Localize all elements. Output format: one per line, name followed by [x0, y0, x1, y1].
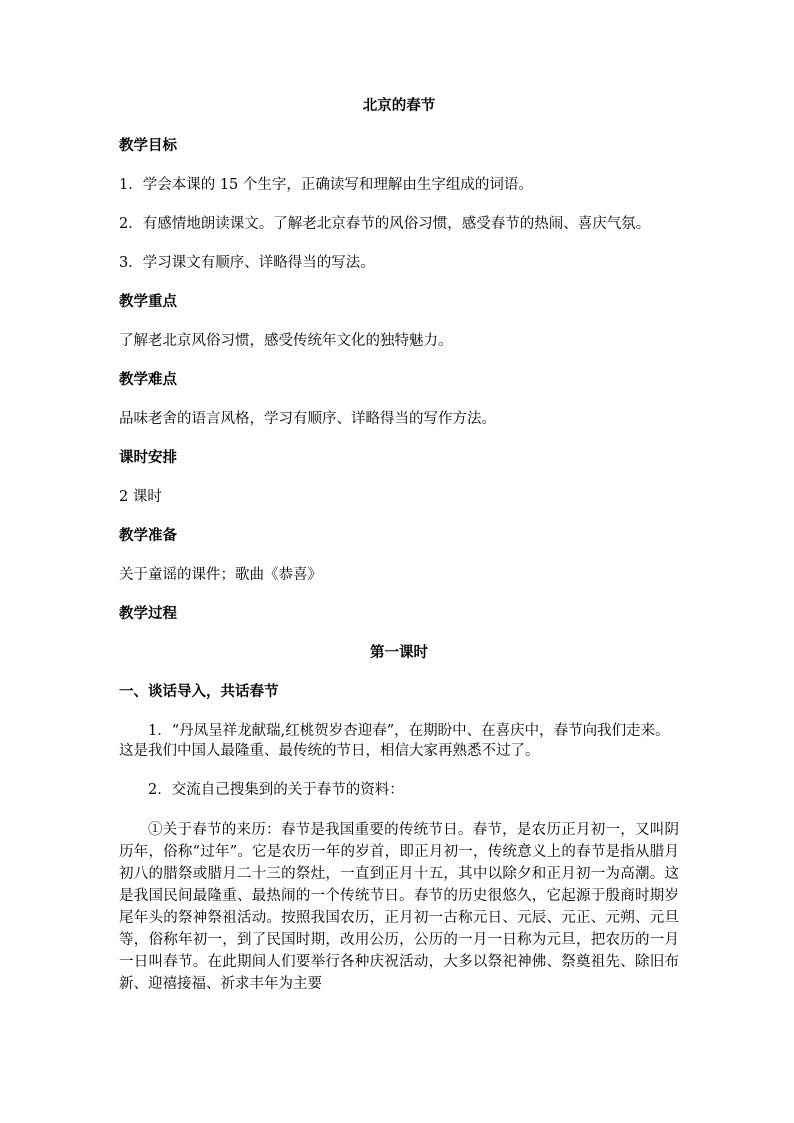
difficulties-heading: 教学难点 [119, 371, 177, 388]
document-page [119, 96, 679, 995]
part-1-heading: 一、谈话导入，共话春节 [119, 683, 279, 700]
step-2-text: 2．交流自己搜集到的关于春节的资料： [148, 782, 404, 798]
page-title: 北京的春节 [362, 97, 436, 114]
lesson-1-heading: 第一课时 [370, 644, 428, 661]
goals-heading: 教学目标 [119, 137, 177, 154]
key-points-text: 了解老北京风俗习惯，感受传统年文化的独特魅力。 [119, 333, 453, 349]
goal-item-2: 2．有感情地朗读课文。了解老北京春节的风俗习惯，感受春节的热闹、喜庆气氛。 [119, 216, 651, 232]
step-1-text: 1．“丹凤呈祥龙献瑞,红桃贺岁杏迎春”，在期盼中、在喜庆中，春节向我们走来。这是我们中国人最隆重、最传统的节日，相信大家再熟悉不过了。 [119, 723, 670, 759]
schedule-heading: 课时安排 [119, 449, 177, 466]
difficulties-text: 品味老舍的语言风格，学习有顺序、详略得当的写作方法。 [119, 411, 496, 427]
preparation-text: 关于童谣的课件；歌曲《恭喜》 [119, 567, 322, 583]
process-heading: 教学过程 [119, 605, 177, 622]
origin-paragraph: ①关于春节的来历：春节是我国重要的传统节日。春节，是农历正月初一，又叫阴历年，俗称“过年”。它是农历一年的岁首，即正月初一，传统意义上的春节是指从腊月初八的腊祭或腊月二十三的祭灶，一直到正月十五，其中以除夕和正月初一为高潮。这是我国民间最隆重、最热闹的一个传统节日。春节的历史很悠久，它起源于殷商时期岁尾年头的祭神祭祖活动。按照我国农历，正月初一古称元日、元辰、元正、元朔、元旦等，俗称年初一，到了民国时期，改用公历，公历的一月一日称为元旦，把农历的一月一日叫春节。在此期间人们要举行各种庆祝活动，大多以祭祀神佛、祭奠祖先、除旧布新、迎禧接福、祈求丰年为主要 [119, 822, 679, 992]
goal-item-3: 3．学习课文有顺序、详略得当的写法。 [119, 255, 375, 271]
schedule-text: 2 课时 [119, 489, 162, 505]
goal-item-1: 1．学会本课的 15 个生字，正确读写和理解由生字组成的词语。 [119, 177, 533, 193]
preparation-heading: 教学准备 [119, 527, 177, 544]
key-points-heading: 教学重点 [119, 293, 177, 310]
